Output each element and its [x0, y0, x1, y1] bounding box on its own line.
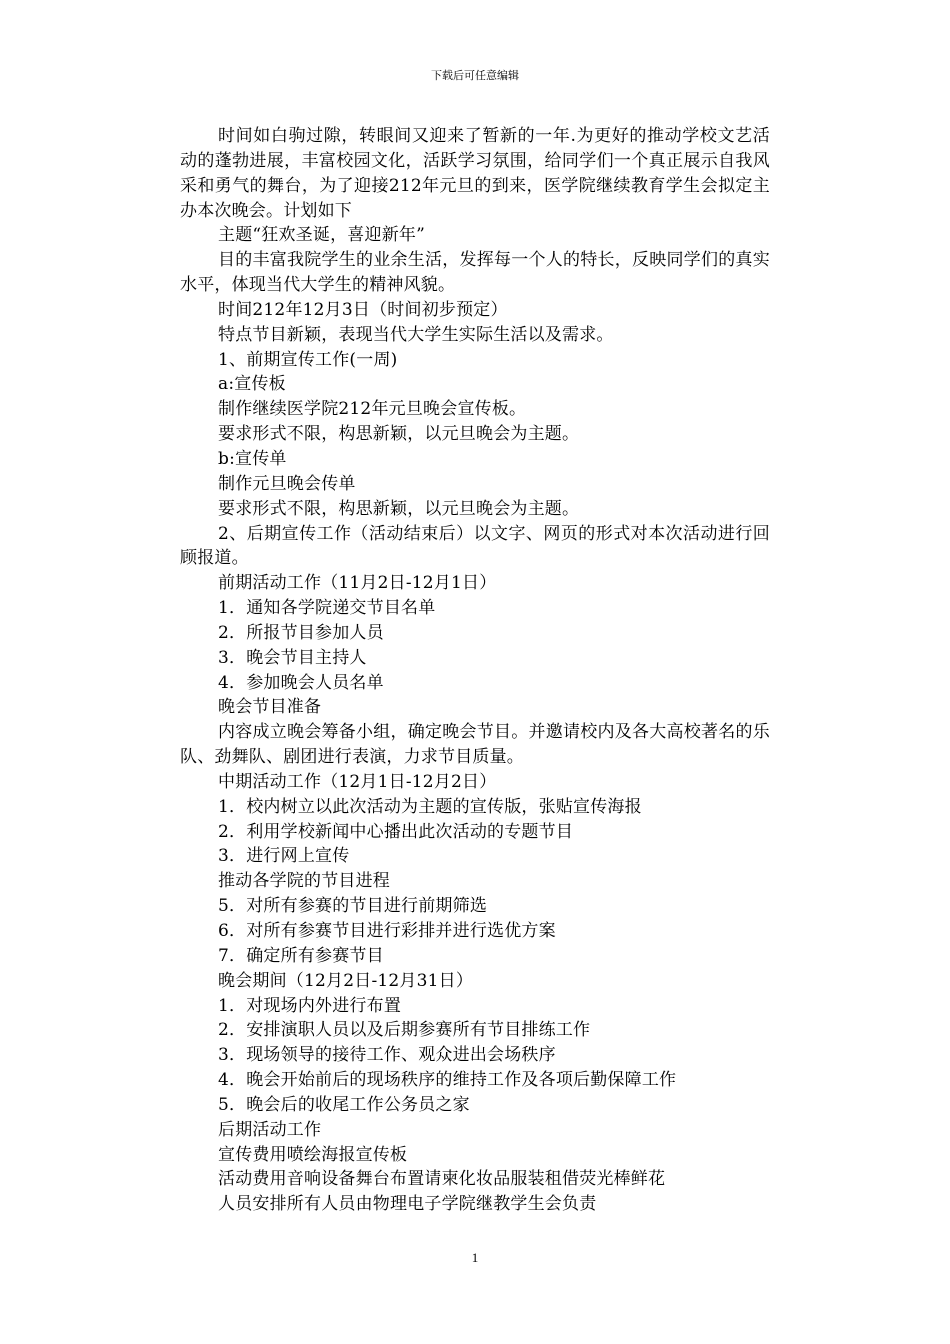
paragraph: 3．现场领导的接待工作、观众进出会场秩序 [218, 1045, 556, 1066]
paragraph: 2．所报节目参加人员 [218, 622, 384, 643]
paragraph: 4．晚会开始前后的现场秩序的维持工作及各项后勤保障工作 [218, 1070, 677, 1091]
paragraph: 时间212年12月3日（时间初步预定） [218, 299, 508, 320]
page-number: 1 [471, 1250, 479, 1265]
paragraph: 主题“狂欢圣诞，喜迎新年” [218, 225, 425, 246]
page-header: 下载后可任意编辑 [431, 69, 519, 82]
paragraph: a:宣传板 [218, 374, 286, 395]
paragraph: 特点节目新颖，表现当代大学生实际生活以及需求。 [218, 324, 614, 345]
paragraph: 后期活动工作 [218, 1119, 322, 1140]
paragraph: 目的丰富我院学生的业余生活，发挥每一个人的特长，反映同学们的真实水平，体现当代大学生的精神风貌。 [180, 250, 770, 296]
paragraph: 4．参加晚会人员名单 [218, 672, 384, 693]
paragraph: 制作元旦晚会传单 [218, 473, 356, 494]
paragraph: 2、后期宣传工作（活动结束后）以文字、网页的形式对本次活动进行回顾报道。 [180, 523, 770, 569]
paragraph: 制作继续医学院212年元旦晚会宣传板。 [218, 399, 527, 420]
paragraph: 5．晚会后的收尾工作公务员之家 [218, 1094, 470, 1115]
paragraph: 推动各学院的节目进程 [218, 871, 390, 892]
paragraph: 前期活动工作（11月2日-12月1日） [218, 573, 497, 594]
paragraph: 活动费用音响设备舞台布置请柬化妆品服装租借荧光棒鲜花 [218, 1169, 666, 1190]
paragraph: 时间如白驹过隙，转眼间又迎来了暂新的一年.为更好的推动学校文艺活动的蓬勃进展，丰富校园文化，活跃学习氛围，给同学们一个真正展示自我风采和勇气的舞台，为了迎接212年元旦的到来，医学院继续教育学生会拟定主办本次晚会。计划如下 [180, 126, 770, 221]
paragraph: 6．对所有参赛节目进行彩排并进行选优方案 [218, 921, 556, 941]
paragraph: 中期活动工作（12月1日-12月2日） [218, 771, 497, 792]
document-body [180, 124, 770, 1217]
paragraph: 1．通知各学院递交节目名单 [218, 598, 436, 619]
paragraph: 要求形式不限，构思新颖，以元旦晚会为主题。 [218, 498, 580, 519]
paragraph: b:宣传单 [218, 448, 287, 469]
paragraph: 3．进行网上宣传 [218, 846, 350, 867]
paragraph: 晚会节目准备 [218, 697, 322, 718]
paragraph: 内容成立晚会筹备小组，确定晚会节目。并邀请校内及各大高校著名的乐队、劲舞队、剧团进行表演，力求节目质量。 [180, 722, 770, 768]
paragraph: 要求形式不限，构思新颖，以元旦晚会为主题。 [218, 424, 580, 445]
paragraph: 1．对现场内外进行布置 [218, 995, 402, 1016]
paragraph: 2．利用学校新闻中心播出此次活动的专题节目 [218, 821, 574, 842]
paragraph: 宣传费用喷绘海报宣传板 [218, 1144, 408, 1165]
paragraph: 人员安排所有人员由物理电子学院继教学生会负责 [218, 1194, 597, 1215]
paragraph: 2．安排演职人员以及后期参赛所有节目排练工作 [218, 1020, 591, 1041]
paragraph: 3．晚会节目主持人 [218, 647, 367, 668]
paragraph: 晚会期间（12月2日-12月31日） [218, 970, 474, 991]
paragraph: 5．对所有参赛的节目进行前期筛选 [218, 896, 488, 917]
paragraph: 7．确定所有参赛节目 [218, 945, 384, 966]
paragraph: 1、前期宣传工作(一周) [218, 349, 398, 370]
paragraph: 1．校内树立以此次活动为主题的宣传版，张贴宣传海报 [218, 796, 642, 817]
